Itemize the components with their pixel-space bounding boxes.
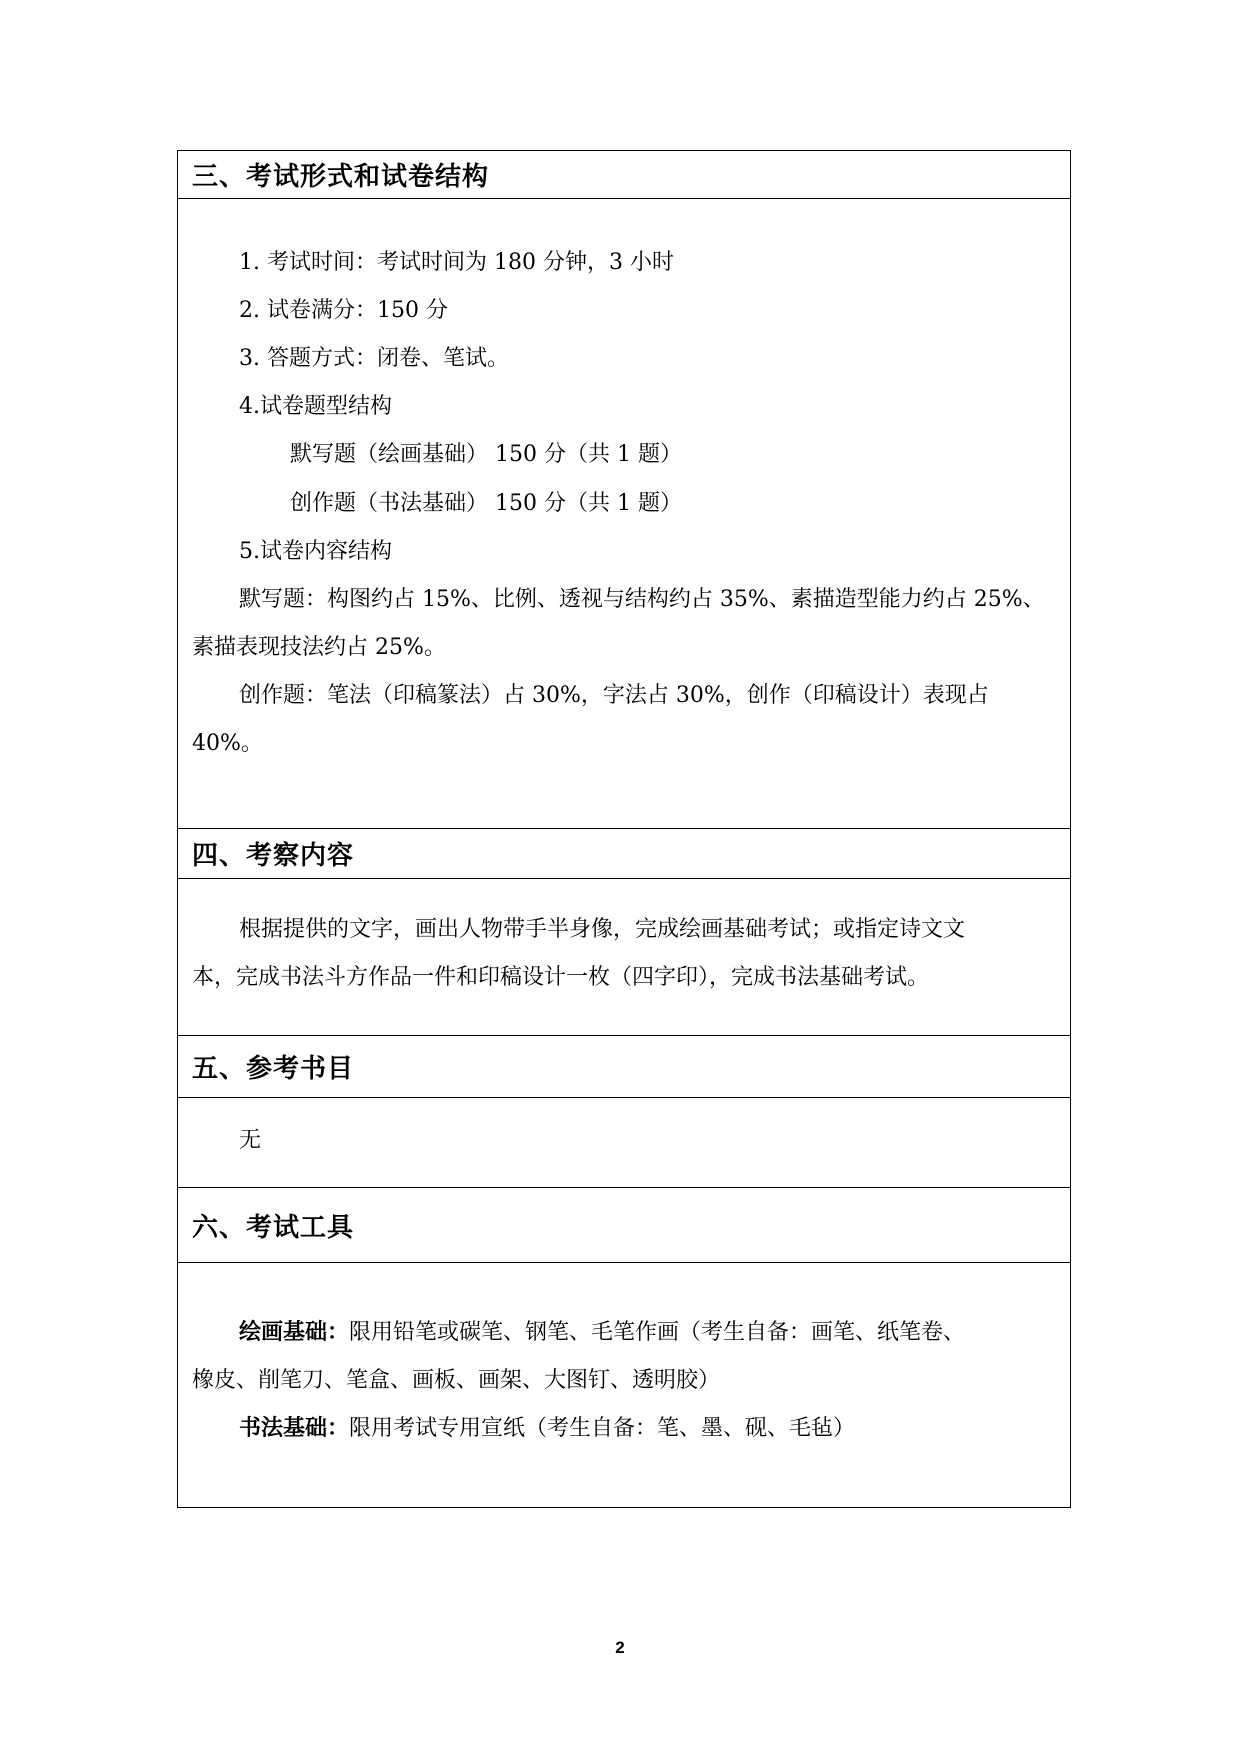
page-number: 2 xyxy=(615,1638,625,1657)
section-body-references xyxy=(178,1098,1070,1188)
section-header-tools xyxy=(178,1188,1070,1263)
painting-label: 绘画基础： xyxy=(239,1320,350,1345)
section-title: 五、参考书目 xyxy=(192,1054,355,1084)
section-header-exam-format xyxy=(178,151,1070,199)
section-body-content xyxy=(178,879,1070,1036)
content-line-1: 根据提供的文字，画出人物带手半身像，完成绘画基础考试；或指定诗文文 xyxy=(239,917,966,942)
content-structure-line: 5.试卷内容结构 xyxy=(239,539,392,564)
creation-question-line: 创作题（书法基础） 150 分（共 1 题） xyxy=(290,491,682,516)
calligraphy-tools-line xyxy=(239,1414,1056,1444)
painting-text: 限用铅笔或碳笔、钢笔、毛笔作画（考生自备：画笔、纸笔卷、 xyxy=(349,1320,966,1345)
painting-tools-line xyxy=(239,1318,1056,1348)
full-score-line: 2. 试卷满分：150 分 xyxy=(239,298,448,323)
calligraphy-text: 限用考试专用宣纸（考生自备：笔、墨、砚、毛毡） xyxy=(349,1416,856,1441)
creation-content-line-1: 创作题：笔法（印稿篆法）占 30%，字法占 30%，创作（印稿设计）表现占 xyxy=(239,683,989,708)
exam-syllabus-table xyxy=(177,150,1071,1508)
question-structure-line: 4.试卷题型结构 xyxy=(239,394,392,419)
creation-content-line-2: 40%。 xyxy=(192,731,263,756)
answer-mode-line: 3. 答题方式：闭卷、笔试。 xyxy=(239,346,509,371)
section-body-exam-format xyxy=(178,199,1070,829)
section-header-references xyxy=(178,1036,1070,1098)
section-title: 三、考试形式和试卷结构 xyxy=(192,162,490,192)
sketch-question-line: 默写题（绘画基础） 150 分（共 1 题） xyxy=(290,442,682,467)
painting-tools-line-2: 橡皮、削笔刀、笔盒、画板、画架、大图钉、透明胶） xyxy=(192,1368,721,1393)
sketch-content-line-2: 素描表现技法约占 25%。 xyxy=(192,635,446,660)
section-title: 四、考察内容 xyxy=(192,841,355,871)
section-body-tools xyxy=(178,1263,1070,1507)
references-line: 无 xyxy=(239,1128,262,1153)
calligraphy-label: 书法基础： xyxy=(239,1416,350,1441)
content-line-2: 本，完成书法斗方作品一件和印稿设计一枚（四字印），完成书法基础考试。 xyxy=(192,965,930,990)
section-title: 六、考试工具 xyxy=(192,1212,355,1243)
exam-time-line: 1. 考试时间：考试时间为 180 分钟，3 小时 xyxy=(239,250,674,275)
sketch-content-line-1: 默写题：构图约占 15%、比例、透视与结构约占 35%、素描造型能力约占 25%、 xyxy=(239,587,1045,612)
section-header-content xyxy=(178,829,1070,879)
